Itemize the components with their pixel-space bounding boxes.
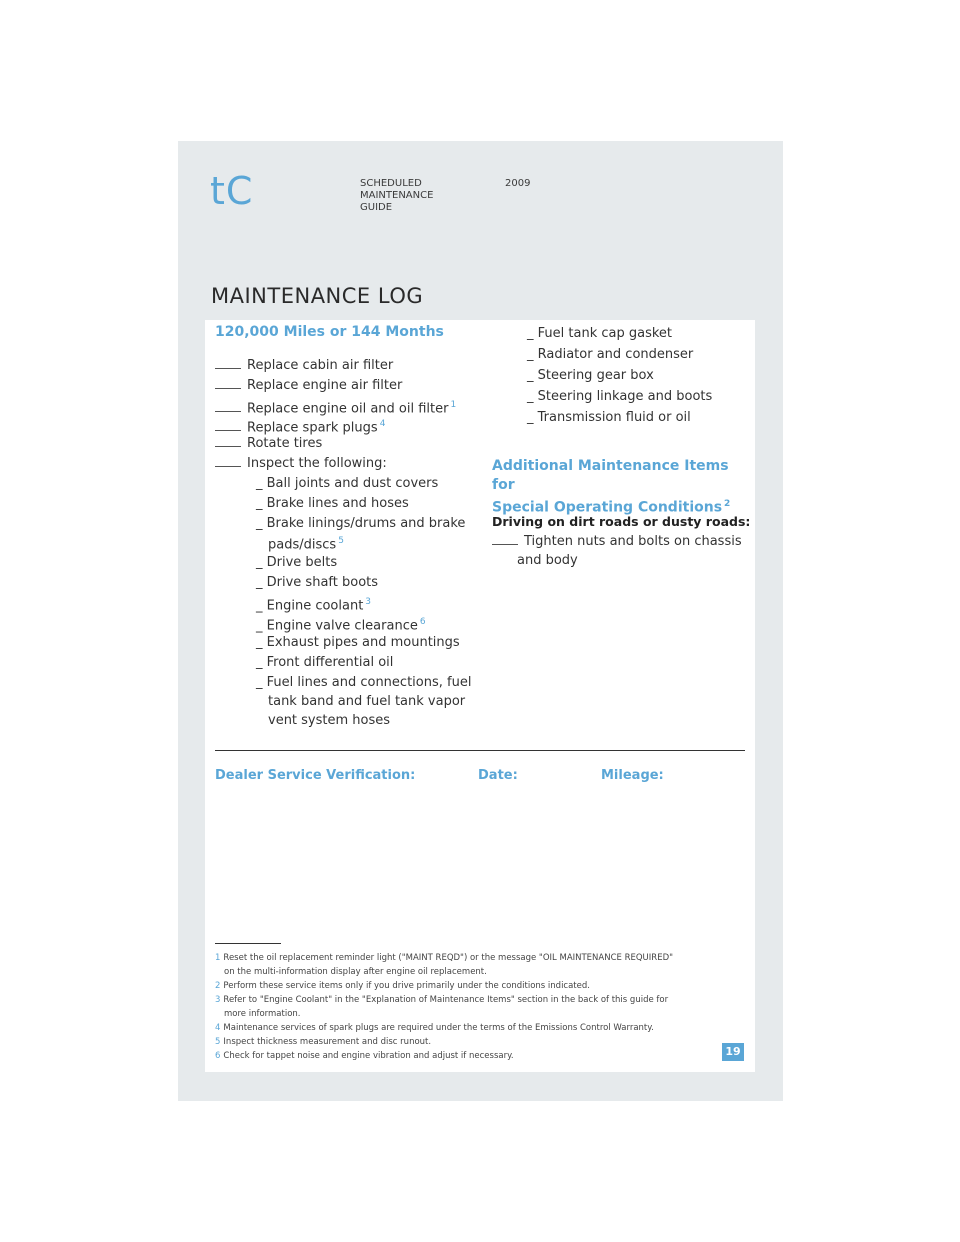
check-blank[interactable] [215,376,241,389]
task-item: Replace engine air filter [215,376,402,395]
page-title: MAINTENANCE LOG [211,284,424,308]
check-blank[interactable] [492,532,518,545]
inspect-item-cont: tank band and fuel tank vapor [268,694,466,709]
footnote-ref: 6 [419,617,426,627]
condition-subheading: Driving on dirt roads or dusty roads: [492,514,751,529]
inspect-item: _ Ball joints and dust covers [256,476,439,491]
date-label: Date: [478,768,518,783]
task-item: Tighten nuts and bolts on chassis [492,532,742,551]
task-item: Replace cabin air filter [215,356,393,375]
guide-year: 2009 [505,178,531,189]
footnote-ref: 2 [724,499,731,509]
task-item: Rotate tires [215,434,322,453]
inspect-item: _ Steering linkage and boots [527,389,713,404]
footnote-ref: 1 [450,400,457,410]
inspect-item: _ Drive belts [256,555,338,570]
special-conditions-heading: Additional Maintenance Items for Special Operating Conditions $^2$ [492,458,731,516]
guide-line: MAINTENANCE [360,190,434,201]
mileage-label: Mileage: [601,768,664,783]
inspect-item: _ Brake linings/drums and brake [256,516,466,531]
footnote-ref: 4 [379,419,386,429]
inspect-item-cont: pads/discs $^5$ [268,536,344,553]
footnote-divider [215,943,281,944]
task-item: Inspect the following: [215,454,387,473]
inspect-item: _ Fuel lines and connections, fuel [256,675,472,690]
page-number: 19 [722,1043,744,1061]
footnote-ref: 3 [365,597,372,607]
inspect-item: _ Engine valve clearance $^6$ [256,617,426,634]
check-blank[interactable] [215,399,241,412]
task-item: Replace engine oil and oil filter $^1$ [215,396,456,418]
inspect-item: _ Engine coolant $^3$ [256,597,372,614]
inspect-item: _ Radiator and condenser [527,347,694,362]
dealer-verification-label: Dealer Service Verification: [215,768,416,783]
task-item-cont: and body [517,553,578,568]
guide-line: GUIDE [360,202,393,213]
footnote: 1 Reset the oil replacement reminder light ("MAINT REQD") or the message "OIL MAINTENANCE REQUIRED" on the multi-information display after engine oil replacement. 2 Perform these service items only if you drive primarily under the conditions indicated. 3 Refer to "Engine Coolant" in the "Explanation of Maintenance Items" section in the back of this guide for more information. 4 Maintenance services of spark plugs are required under the terms of the Emissions Control Warranty. 5 Inspect thickness measurement and disc runout. 6 Check for tappet noise and engine vibration and adjust if necessary. [215,953,674,1061]
task-item: Replace spark plugs $^4$ [215,415,385,437]
check-blank[interactable] [215,418,241,431]
inspect-item: _ Front differential oil [256,655,394,670]
check-blank[interactable] [215,434,241,447]
inspect-item: _ Drive shaft boots [256,575,379,590]
inspect-item-cont: vent system hoses [268,713,391,728]
brand-logo: tC [210,169,254,213]
inspect-item: _ Exhaust pipes and mountings [256,635,460,650]
check-blank[interactable] [215,356,241,369]
inspect-item: _ Fuel tank cap gasket [527,326,673,341]
footnote-ref: 5 [338,536,344,546]
inspect-item: _ Steering gear box [527,368,654,383]
check-blank[interactable] [215,454,241,467]
inspect-item: _ Transmission fluid or oil [527,410,691,425]
interval-heading: 120,000 Miles or 144 Months [215,324,444,340]
guide-label [360,178,470,214]
inspect-item: _ Brake lines and hoses [256,496,409,511]
guide-line: SCHEDULED [360,178,422,189]
divider [215,750,745,751]
